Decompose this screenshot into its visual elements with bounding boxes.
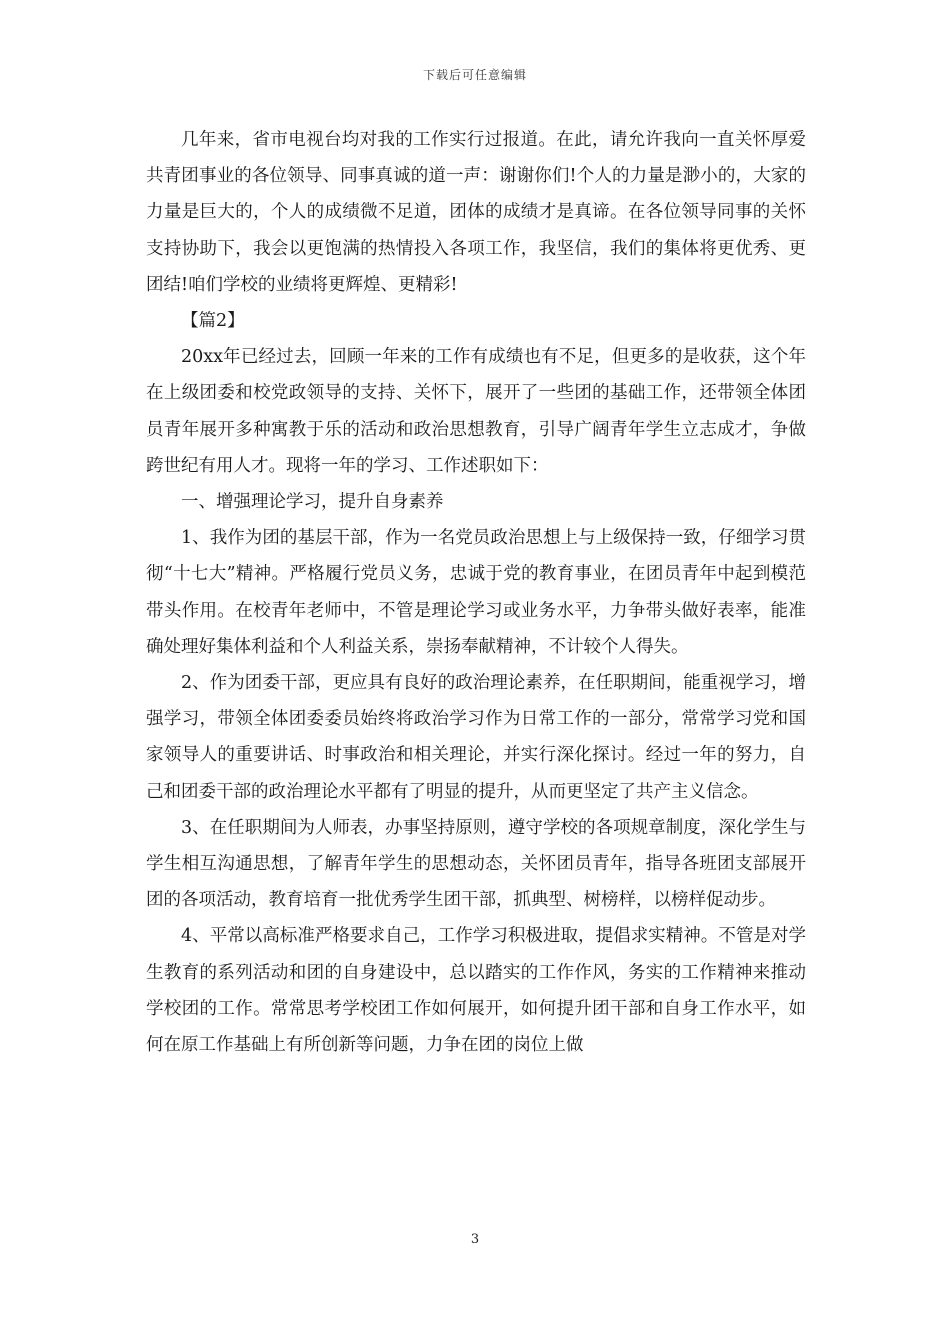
paragraph-item-3: 3、在任职期间为人师表，办事坚持原则，遵守学校的各项规章制度，深化学生与学生相互沟通思想，了解青年学生的思想动态，关怀团员青年，指导各班团支部展开团的各项活动，教育培育一批优秀学生团干部，抓典型、树榜样，以榜样促动步。 xyxy=(146,817,806,911)
paragraph-item-4: 4、平常以高标准严格要求自己，工作学习积极进取，提倡求实精神。不管是对学生教育的系列活动和团的自身建设中，总以踏实的工作作风，务实的工作精神来推动学校团的工作。常常思考学校团工作如何展开，如何提升团干部和自身工作水平，如何在原工作基础上有所创新等问题，力争在团的岗位上做 xyxy=(146,926,806,1056)
section-heading-part-2: 【篇2】 xyxy=(181,311,245,332)
paragraph-item-1: 1、我作为团的基层干部，作为一名党员政治思想上与上级保持一致，仔细学习贯彻“十七大”精神。严格履行党员义务，忠诚于党的教育事业，在团员青年中起到模范带头作用。在校青年老师中，不管是理论学习或业务水平，力争带头做好表率，能准确处理好集体利益和个人利益关系，崇扬奉献精神，不计较个人得失。 xyxy=(146,528,806,657)
download-note: 下载后可任意编辑 xyxy=(422,68,527,82)
paragraph-intro: 20xx年已经过去，回顾一年来的工作有成绩也有不足，但更多的是收获，这个年在上级团委和校党政领导的支持、关怀下，展开了一些团的基础工作，还带领全体团员青年展开多种寓教于乐的活动和政治思想教育，引导广阔青年学生立志成才，争做跨世纪有用人才。现将一年的学习、工作述职如下： xyxy=(146,347,806,476)
paragraph-item-2: 2、作为团委干部，更应具有良好的政治理论素养，在任职期间，能重视学习，增强学习，带领全体团委委员始终将政治学习作为日常工作的一部分，常常学习党和国家领导人的重要讲话、时事政治和相关理论，并实行深化探讨。经过一年的努力，自己和团委干部的政治理论水平都有了明显的提升，从而更坚定了共产主义信念。 xyxy=(146,673,806,802)
paragraph-closing-thanks: 几年来，省市电视台均对我的工作实行过报道。在此，请允许我向一直关怀厚爱共青团事业的各位领导、同事真诚的道一声：谢谢你们!个人的力量是渺小的，大家的力量是巨大的，个人的成绩微不足道，团体的成绩才是真谛。在各位领导同事的关怀支持协助下，我会以更饱满的热情投入各项工作，我坚信，我们的集体将更优秀、更团结!咱们学校的业绩将更辉煌、更精彩! xyxy=(146,130,806,295)
page-number: 3 xyxy=(470,1232,480,1247)
document-body xyxy=(146,122,806,1063)
subheading-theory-study: 一、增强理论学习，提升自身素养 xyxy=(181,492,444,513)
